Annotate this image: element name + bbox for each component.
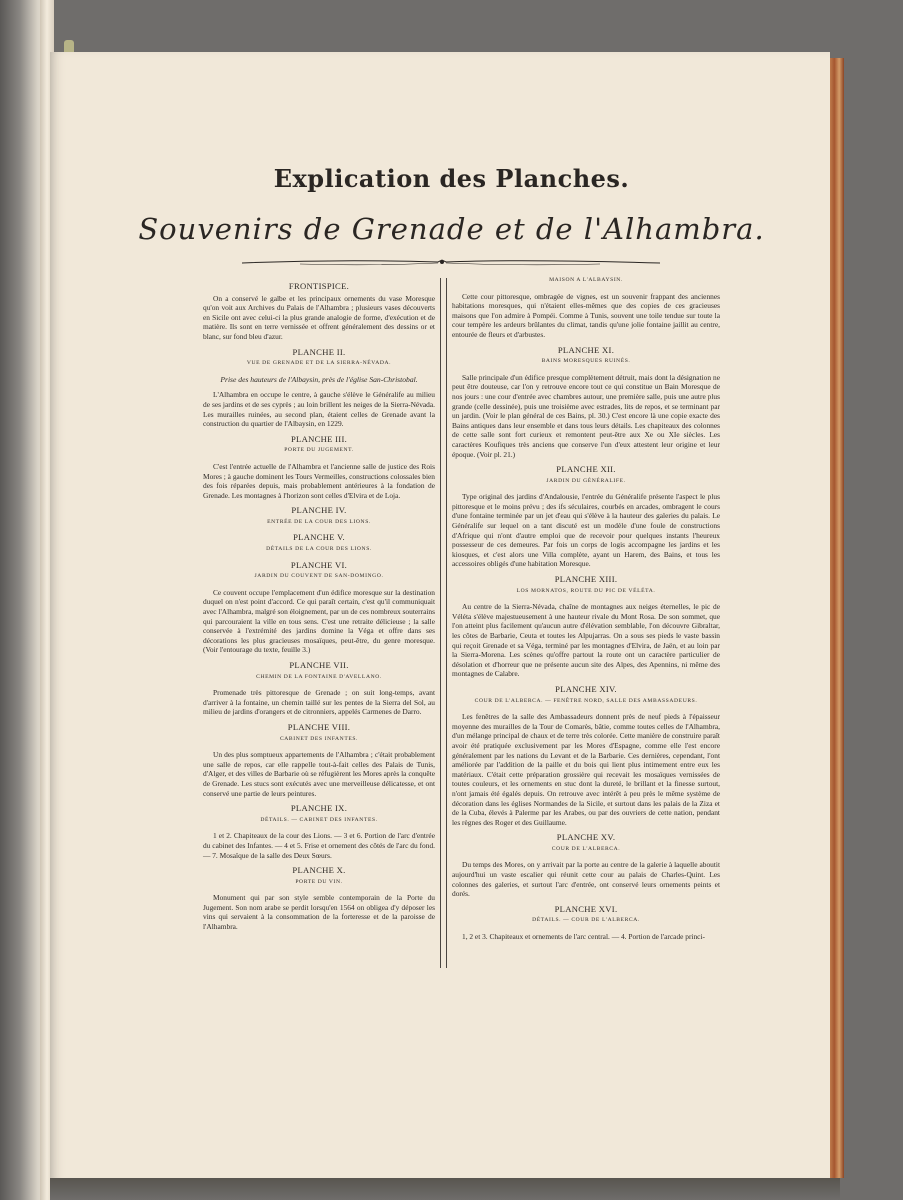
plate-entry — [203, 661, 435, 717]
plate-description: Un des plus somptueux appartements de l'Alhambra ; c'était probablement une salle de repos, car elle rappelle tout-à-fait celles des Palais de Tunis, d'Alger, et des villes de Barbarie où se réfugièrent les Mores après la conquête de Grenade. Les stucs sont exécutés avec une merveilleuse délicatesse, et ont conservé une partie de leurs peintures. — [203, 750, 435, 798]
plate-subject: DÉTAILS DE LA COUR DES LIONS. — [266, 546, 372, 553]
ornamental-rule — [0, 257, 903, 269]
plate-entry — [452, 346, 720, 460]
plate-heading: PLANCHE VIII. — [287, 721, 351, 732]
plate-entry — [203, 533, 435, 554]
plate-entry — [203, 435, 435, 501]
plate-entry — [203, 804, 435, 860]
plate-heading: PLANCHE IX. — [290, 803, 348, 814]
plate-entry — [203, 348, 435, 429]
plate-entry — [203, 723, 435, 798]
plate-description: Type original des jardins d'Andalousie, l'entrée du Généralife présente l'aspect le plus pittoresque et le moins prévu ; des ifs séculaires, courbés en arcades, ombragent le cours d'une fontaine terminée par un jet d'eau qui s'élève à la hauteur des galeries du palais. Le Généralife sur lequel on a tant discuté est un modèle d'une foule de constructions d'Afrique qui n'ont d'autre emploi que de recevoir pour quelques instants l'heureux possesseur de ces demeures. Par fois un corps de logis accompagne les jardins et les kiosques, et c'est alors une Villa complète, ayant un Harem, des Bains, et tous les accessoires obligés d'une habitation Moresque. — [452, 492, 720, 569]
plate-description: Du temps des Mores, on y arrivait par la porte au centre de la galerie à laquelle aboutit aujourd'hui un vaste escalier qui réunit cette cour au palais de Charles-Quint. Les colonnes des galeries, et surtout l'arc d'entrée, ont conservé leurs ornements peints et dorés. — [452, 860, 720, 899]
plate-heading: PLANCHE XV. — [556, 832, 616, 843]
plate-description: Monument qui par son style semble contemporain de la Porte du Jugement. Son nom arabe se perdit lorsqu'en 1564 on obligea d'y déposer les vins qui servaient à la consommation de la forteresse et de la paroisse de l'Alhambra. — [203, 893, 435, 932]
plate-description: Cette cour pittoresque, ombragée de vignes, est un souvenir frappant des anciennes habitations moresques, qui n'étaient elles-mêmes que des copies de ces gracieuses maisons que l'on admire à Pompéi. Comme à Tunis, souvent une toile tendue sur toute la cour tempère les ardeurs brûlantes du climat, tandis qu'une jolie fontaine jaillit au centre, entourée de fleurs et d'arbustes. — [452, 291, 720, 339]
plate-description: L'Alhambra en occupe le centre, à gauche s'élève le Généralife au milieu de ses jardins et de ses cyprès ; au loin brillent les neiges de la Sierra-Névada. Les murailles ruinées, au second plan, étaient celles de Grenade avant la construction du quartier de l'Albaysin, en 1229. — [203, 390, 435, 429]
plate-entry — [452, 905, 720, 942]
plate-heading: PLANCHE XII. — [556, 464, 616, 475]
plate-heading: PLANCHE XVI. — [554, 903, 618, 914]
plate-subject: PORTE DU VIN. — [295, 878, 343, 885]
plate-heading: PLANCHE III. — [290, 433, 348, 444]
plate-subject: PORTE DU JUGEMENT. — [284, 447, 354, 454]
plate-description: Les fenêtres de la salle des Ambassadeurs donnent près de neuf pieds à l'épaisseur moyenne des murailles de la Tour de Comarès, bâtie, comme toutes celles de l'Alhambra, d'un mélange principal de chaux et de terre très colorée. Cette manière de construire paraît avoir été pratiquée exclusivement par les Mores d'Espagne, comme elle l'est encore généralement par les nations du Levant et de la Barbarie. Ces dernières, cependant, l'ont améliorée par l'addition de la paille et du bois qui lient plus intimement entre eux les matériaux. C'était cette préparation grossière qui recevait les mosaïques vernissées de toutes couleurs, et les ornements en stuc dont la dureté, le brillant et la finesse surtout, n'ont jamais été égalés depuis. On retrouve avec intérêt à peu près le même système de décoration dans les églises Normandes de la Sicile, et surtout dans les palais de la Ziza et de la Cuba, élevés à Palerme par les Arabes, ou par des ouvriers de cette nation, pendant les règnes des Roger et des Guillaume. — [452, 712, 720, 827]
plate-heading: PLANCHE XIV. — [555, 683, 617, 694]
plate-entry — [203, 282, 435, 342]
plate-heading: PLANCHE V. — [293, 532, 345, 543]
plate-entry — [452, 685, 720, 827]
plate-entry — [203, 506, 435, 527]
plate-subject: VUE DE GRENADE ET DE LA SIERRA-NÉVADA. — [246, 360, 392, 367]
plate-description: Promenade très pittoresque de Grenade ; on suit long-temps, avant d'arriver à la fontaine, un chemin taillé sur les pentes de la Sierra del Sol, au milieu de jardins d'orangers et de citronniers, appelés Carmenes de Darro. — [203, 688, 435, 717]
plate-entry — [452, 465, 720, 569]
plate-entry — [452, 276, 720, 340]
page-shadow — [50, 1178, 840, 1200]
page-subtitle: Souvenirs de Grenade et de l'Alhambra. — [138, 212, 765, 246]
plate-description: C'est l'entrée actuelle de l'Alhambra et l'ancienne salle de justice des Rois Mores ; à gauche dominent les Tours Vermeilles, constructions colossales bien des fois réparées depuis, mais probablement antérieures à la fondation de Grenade. Les montagnes à l'horizon sont celles d'Elvira et de Loja. — [203, 461, 435, 500]
plate-description: Ce couvent occupe l'emplacement d'un édifice moresque sur la destination duquel on n'est point d'accord. Ce qui paraît certain, c'est qu'il communiquait avec l'Alhambra, malgré son éloignement, par un de ces nombreux souterrains qui parcouraient la ville en tous sens. C'est une retraite délicieuse ; la salle conservée à l'extrémité des jardins domine la Véga et offre dans ses décorations les plus gracieuses mosaïques, peut-être, du genre moresque. (Voir l'entourage du texte, feuille 3.) — [203, 587, 435, 655]
column-divider — [440, 278, 447, 968]
plate-heading: PLANCHE IV. — [291, 505, 347, 516]
plate-subject: COUR DE L'ALBERCA. — FENÊTRE NORD, SALLE DES AMBASSADEURS. — [474, 697, 698, 704]
plate-subject: CHEMIN DE LA FONTAINE D'AVELLANO. — [256, 673, 382, 680]
plate-subject: JARDIN DU GÉNÉRALIFE. — [546, 477, 626, 484]
plate-subject: LOS MORNATOS, ROUTE DU PIC DE VÉLÉTA. — [516, 587, 656, 594]
plate-heading: PLANCHE XIII. — [554, 574, 618, 585]
plate-heading: FRONTISPICE. — [288, 281, 350, 291]
plate-entry — [452, 833, 720, 899]
plate-subject: DÉTAILS. — CABINET DES INFANTES. — [260, 816, 378, 823]
plate-description: Au centre de la Sierra-Névada, chaîne de montagnes aux neiges éternelles, le pic de Véléta s'élève majestueusement à une hauteur rivale du Mont Rosa. De son sommet, que l'on atteint plus facilement qu'aucun autre d'élévation semblable, l'on découvre Gibraltar, les côtes de Barbarie, Ceuta et toutes les Alpujarras. On a sous ses pieds le vaste bassin qui reçoit Grenade et sa Véga, terminé par les montagnes d'Elvira, de Jaën, et au loin par la Sierra-Morena. Les scènes qu'offre partout la route ont un caractère particulier de désolation et d'horreur que ne présente aucun site des Alpes, des Apennins, ni même des montagnes de Calabre. — [452, 602, 720, 679]
plate-heading: PLANCHE VII. — [289, 660, 349, 670]
right-column — [452, 276, 720, 946]
left-column — [203, 276, 435, 936]
plate-description: 1 et 2. Chapiteaux de la cour des Lions. — 3 et 6. Portion de l'arc d'entrée du cabinet des Infantes. — 4 et 5. Frise et ornement des côtés de l'arc du fond. — 7. Mosaïque de la salle des Deux Sœurs. — [203, 831, 435, 860]
plate-description: 1, 2 et 3. Chapiteaux et ornements de l'arc central. — 4. Portion de l'arcade princi- — [462, 932, 705, 942]
plate-subject: BAINS MORESQUES RUINÉS. — [541, 358, 631, 365]
plate-entry — [452, 575, 720, 679]
plate-caption: Prise des hauteurs de l'Albaysin, près de l'église San-Christobal. — [220, 374, 418, 384]
plate-subject: JARDIN DU COUVENT DE SAN-DOMINGO. — [254, 573, 384, 580]
plate-heading: PLANCHE XI. — [557, 344, 615, 355]
plate-subject: ENTRÉE DE LA COUR DES LIONS. — [267, 518, 371, 525]
plate-subject: CABINET DES INFANTES. — [279, 735, 359, 742]
plate-heading: PLANCHE VI. — [290, 559, 348, 570]
plate-heading: PLANCHE X. — [292, 865, 346, 876]
page-title: Explication des Planches. — [273, 164, 630, 193]
plate-subject: MAISON A L'ALBAYSIN. — [549, 277, 623, 283]
plate-heading: PLANCHE II. — [292, 346, 346, 357]
plate-description: Salle principale d'un édifice presque complètement détruit, mais dont la désignation ne peut être douteuse, car l'on y retrouve encore tout ce qui constitue un Bain Moresque de nos jours : une cour d'entrée avec chambres autour, une première salle, puis une autre plus grande (celle dessinée), puis une troisième avec estrades, lits de repos, et se terminant par un jardin. (Voir le plan général de ces Bains, pl. 30.) C'est encore là une copie exacte des Bains antiques dans leur ensemble et dans tous leurs détails. Les chapiteaux des colonnes de cette salle sont fort curieux et remontent peut-être aux Xe ou XIe siècles. Les caractères Koufiques très anciens que conserve l'un d'eux attestent leur origine et leur époque. (Voir pl. 21.) — [452, 372, 720, 459]
plate-entry — [203, 561, 435, 655]
plate-entry — [203, 866, 435, 932]
plate-subject: DÉTAILS. — COUR DE L'ALBERCA. — [532, 917, 640, 924]
plate-subject: COUR DE L'ALBERCA. — [551, 845, 621, 852]
plate-description: On a conservé le galbe et les principaux ornements du vase Moresque qu'on voit aux Archives du Palais de l'Alhambra ; plusieurs vases découverts en Sicile ont avec celui-ci la plus grande analogie de forme, d'exécution et de matière. Ils sont en terre vernissée et offrent généralement des dessins or et blanc, sur fond bleu d'azur. — [203, 293, 435, 341]
